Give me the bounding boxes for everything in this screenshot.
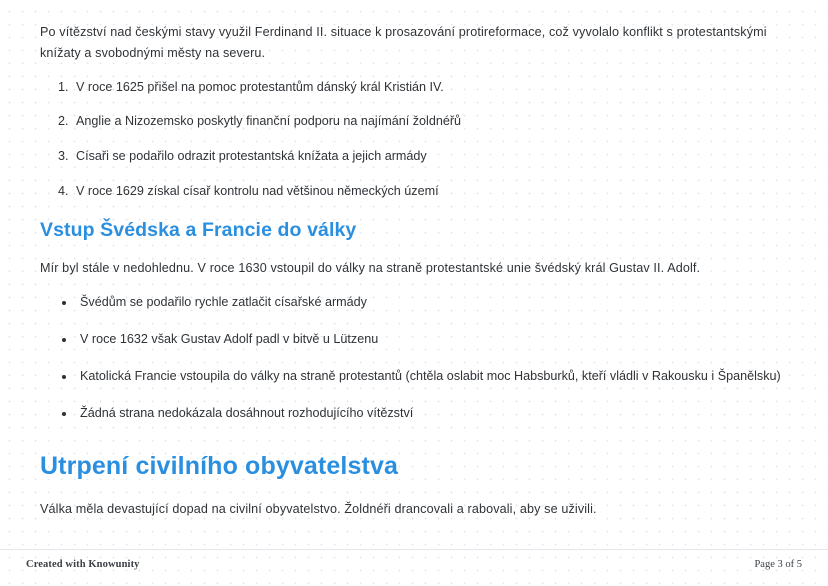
list-item: 2. Anglie a Nizozemsko poskytly finanční podporu na najímání žoldnéřů (72, 112, 788, 131)
list-item: • V roce 1632 však Gustav Adolf padl v bitvě u Lützenu (76, 330, 788, 349)
intro-paragraph: Po vítězství nad českými stavy využil Ferdinand II. situace k prosazování protireformace, což vyvolalo konflikt s protestantskými knížaty a svobodnými městy na severu. (40, 25, 767, 60)
list-item: 4. V roce 1629 získal císař kontrolu nad většinou německých území (72, 182, 788, 201)
page-footer (0, 550, 828, 578)
document-content (40, 22, 788, 534)
list-item: 1. V roce 1625 přišel na pomoc protestantům dánský král Kristián IV. (72, 78, 788, 97)
list-item: • Švédům se podařilo rychle zatlačit císařské armády (76, 293, 788, 312)
list-item: • Žádná strana nedokázala dosáhnout rozhodujícího vítězství (76, 404, 788, 423)
section-paragraph: Mír byl stále v nedohlednu. V roce 1630 vstoupil do války na straně protestantské unie švédský král Gustav II. Adolf. (40, 261, 701, 276)
list-item: 3. Císaři se podařilo odrazit protestantská knížata a jejich armády (72, 147, 788, 166)
section-heading-vstup-svedska-a-francie: Vstup Švédska a Francie do války (40, 219, 357, 242)
numbered-list (40, 78, 788, 202)
list-item: • Katolická Francie vstoupila do války na straně protestantů (chtěla oslabit moc Habsburků, kteří vládli v Rakousku i Španělsku) (76, 367, 788, 386)
page-indicator: Page 3 of 5 (754, 558, 802, 570)
closing-paragraph: Válka měla devastující dopad na civilní obyvatelstvo. Žoldnéři drancovali a rabovali, aby se uživili. (40, 502, 597, 517)
bullet-list (40, 293, 788, 423)
footer-credit: Created with Knowunity (26, 558, 140, 570)
main-heading-utrpeni-civilniho-obyvatelstva: Utrpení civilního obyvatelstva (40, 452, 399, 481)
